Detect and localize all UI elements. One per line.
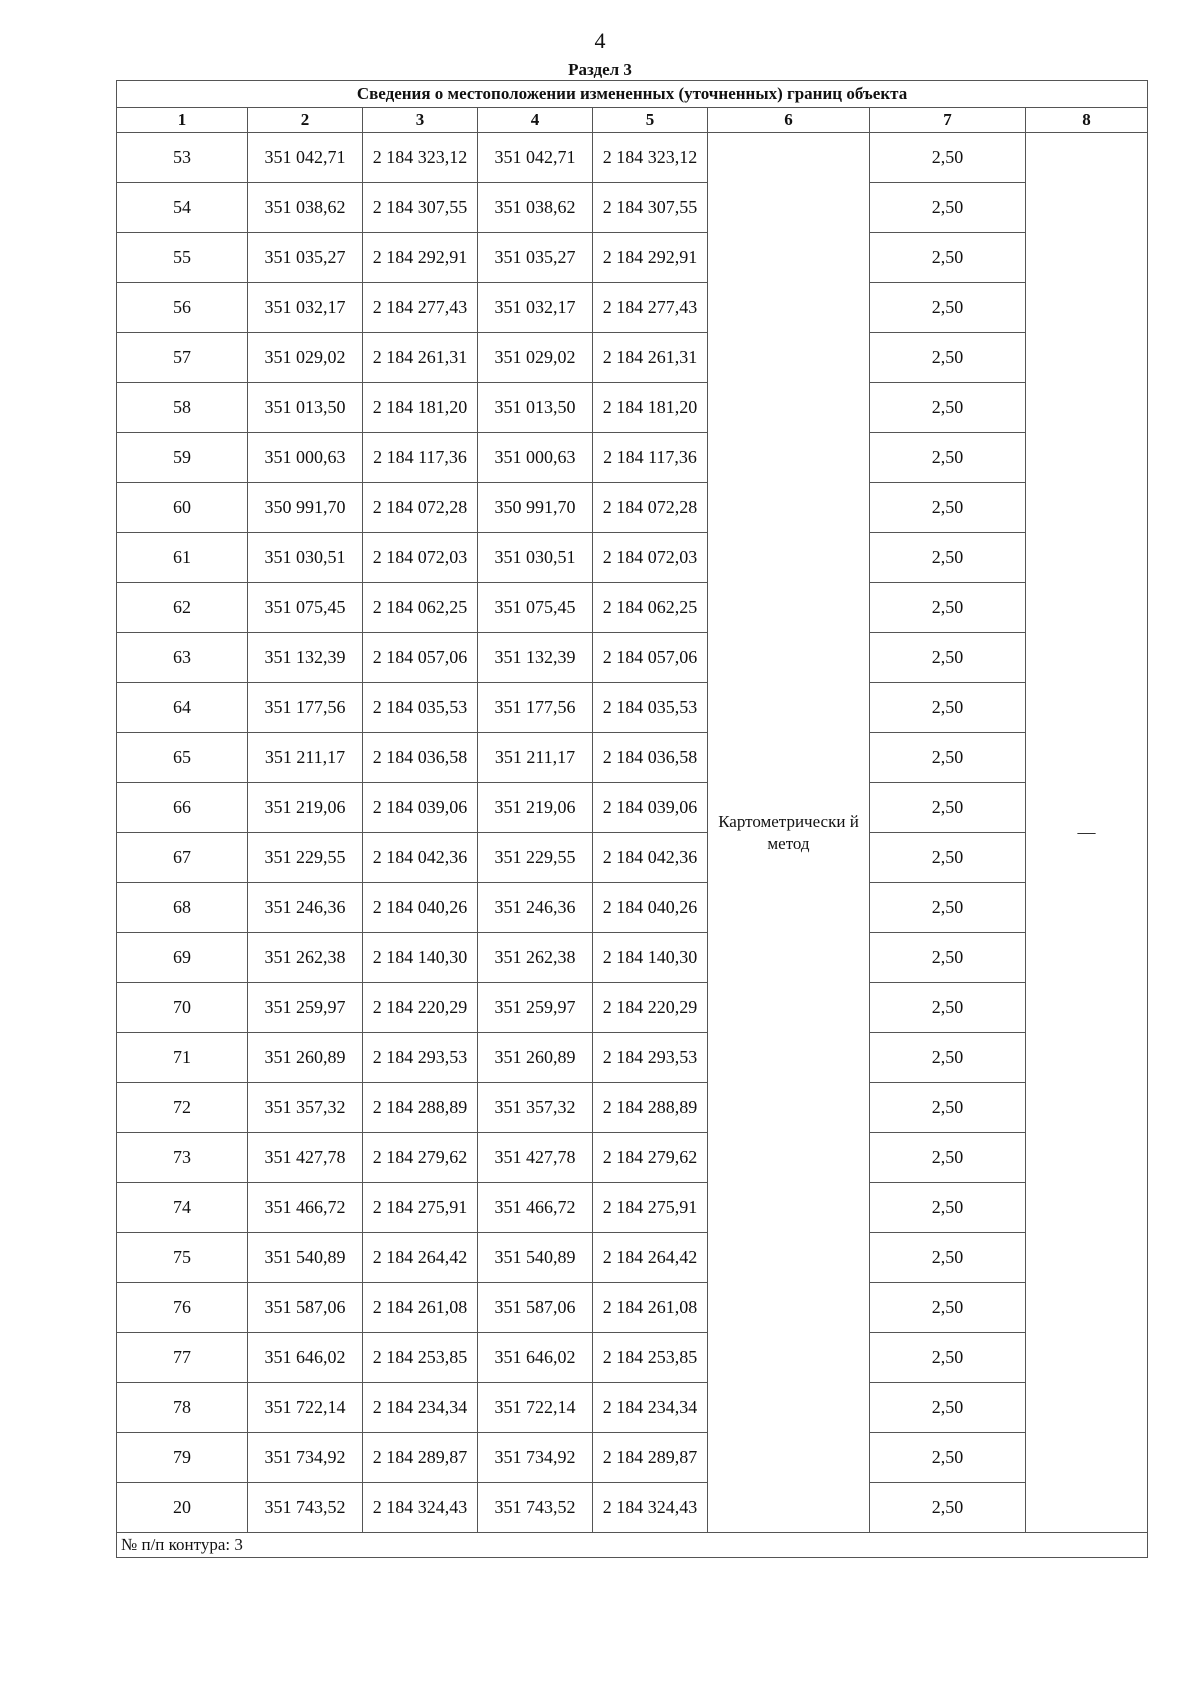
y-coordinate-new: 2 184 072,03: [593, 533, 708, 583]
accuracy-value: 2,50: [870, 183, 1026, 233]
accuracy-value: 2,50: [870, 133, 1026, 183]
table-row: [117, 1033, 1148, 1083]
x-coordinate-existing: 351 219,06: [248, 783, 363, 833]
x-coordinate-existing: 351 259,97: [248, 983, 363, 1033]
x-coordinate-existing: 351 722,14: [248, 1383, 363, 1433]
y-coordinate-new: 2 184 275,91: [593, 1183, 708, 1233]
x-coordinate-new: 351 042,71: [478, 133, 593, 183]
x-coordinate-existing: 351 734,92: [248, 1433, 363, 1483]
point-number: 76: [117, 1283, 248, 1333]
page-number: 4: [594, 28, 606, 53]
accuracy-value: 2,50: [870, 283, 1026, 333]
y-coordinate-existing: 2 184 062,25: [363, 583, 478, 633]
accuracy-value: 2,50: [870, 1483, 1026, 1533]
accuracy-value: 2,50: [870, 1133, 1026, 1183]
y-coordinate-existing: 2 184 039,06: [363, 783, 478, 833]
x-coordinate-existing: 351 177,56: [248, 683, 363, 733]
point-number: 61: [117, 533, 248, 583]
x-coordinate-existing: 351 038,62: [248, 183, 363, 233]
x-coordinate-existing: 351 262,38: [248, 933, 363, 983]
section-title: Раздел 3: [568, 60, 632, 79]
table-row: [117, 783, 1148, 833]
point-number: 65: [117, 733, 248, 783]
point-number: 74: [117, 1183, 248, 1233]
x-coordinate-existing: 351 427,78: [248, 1133, 363, 1183]
column-header: 7: [870, 108, 1026, 133]
point-number: 79: [117, 1433, 248, 1483]
point-number: 71: [117, 1033, 248, 1083]
y-coordinate-existing: 2 184 040,26: [363, 883, 478, 933]
y-coordinate-existing: 2 184 072,28: [363, 483, 478, 533]
y-coordinate-new: 2 184 140,30: [593, 933, 708, 983]
y-coordinate-new: 2 184 039,06: [593, 783, 708, 833]
x-coordinate-new: 351 587,06: [478, 1283, 593, 1333]
x-coordinate-existing: 351 211,17: [248, 733, 363, 783]
y-coordinate-existing: 2 184 277,43: [363, 283, 478, 333]
x-coordinate-existing: 351 035,27: [248, 233, 363, 283]
y-coordinate-existing: 2 184 253,85: [363, 1333, 478, 1383]
y-coordinate-existing: 2 184 234,34: [363, 1383, 478, 1433]
accuracy-value: 2,50: [870, 833, 1026, 883]
accuracy-value: 2,50: [870, 1383, 1026, 1433]
x-coordinate-existing: 351 075,45: [248, 583, 363, 633]
table-row: [117, 633, 1148, 683]
y-coordinate-existing: 2 184 289,87: [363, 1433, 478, 1483]
y-coordinate-existing: 2 184 140,30: [363, 933, 478, 983]
accuracy-value: 2,50: [870, 1283, 1026, 1333]
point-number: 58: [117, 383, 248, 433]
x-coordinate-existing: 351 540,89: [248, 1233, 363, 1283]
table-row: [117, 1383, 1148, 1433]
y-coordinate-new: 2 184 040,26: [593, 883, 708, 933]
point-number: 67: [117, 833, 248, 883]
y-coordinate-new: 2 184 035,53: [593, 683, 708, 733]
point-number: 64: [117, 683, 248, 733]
point-number: 59: [117, 433, 248, 483]
x-coordinate-new: 351 734,92: [478, 1433, 593, 1483]
accuracy-value: 2,50: [870, 1033, 1026, 1083]
y-coordinate-new: 2 184 072,28: [593, 483, 708, 533]
table-row: [117, 983, 1148, 1033]
point-number: 75: [117, 1233, 248, 1283]
y-coordinate-new: 2 184 323,12: [593, 133, 708, 183]
y-coordinate-new: 2 184 261,08: [593, 1283, 708, 1333]
y-coordinate-existing: 2 184 288,89: [363, 1083, 478, 1133]
y-coordinate-existing: 2 184 261,31: [363, 333, 478, 383]
column-header: 1: [117, 108, 248, 133]
x-coordinate-new: 351 427,78: [478, 1133, 593, 1183]
table-row: [117, 233, 1148, 283]
point-number: 70: [117, 983, 248, 1033]
table-row: [117, 133, 1148, 183]
y-coordinate-new: 2 184 036,58: [593, 733, 708, 783]
coordinates-table: [116, 80, 1148, 1558]
y-coordinate-existing: 2 184 181,20: [363, 383, 478, 433]
column-header: 2: [248, 108, 363, 133]
x-coordinate-new: 351 030,51: [478, 533, 593, 583]
accuracy-value: 2,50: [870, 1333, 1026, 1383]
point-number: 56: [117, 283, 248, 333]
x-coordinate-existing: 351 229,55: [248, 833, 363, 883]
y-coordinate-new: 2 184 307,55: [593, 183, 708, 233]
y-coordinate-existing: 2 184 035,53: [363, 683, 478, 733]
table-row: [117, 283, 1148, 333]
x-coordinate-new: 351 229,55: [478, 833, 593, 883]
point-number: 63: [117, 633, 248, 683]
point-number: 20: [117, 1483, 248, 1533]
table-row: [117, 733, 1148, 783]
y-coordinate-existing: 2 184 307,55: [363, 183, 478, 233]
table-row: [117, 1283, 1148, 1333]
accuracy-value: 2,50: [870, 1433, 1026, 1483]
column-header: 8: [1026, 108, 1148, 133]
accuracy-value: 2,50: [870, 533, 1026, 583]
y-coordinate-new: 2 184 253,85: [593, 1333, 708, 1383]
x-coordinate-existing: 351 357,32: [248, 1083, 363, 1133]
y-coordinate-new: 2 184 117,36: [593, 433, 708, 483]
x-coordinate-existing: 351 743,52: [248, 1483, 363, 1533]
accuracy-value: 2,50: [870, 1183, 1026, 1233]
y-coordinate-existing: 2 184 275,91: [363, 1183, 478, 1233]
x-coordinate-existing: 351 000,63: [248, 433, 363, 483]
column-header: 6: [708, 108, 870, 133]
y-coordinate-existing: 2 184 292,91: [363, 233, 478, 283]
column-header: 3: [363, 108, 478, 133]
x-coordinate-new: 351 722,14: [478, 1383, 593, 1433]
table-row: [117, 583, 1148, 633]
y-coordinate-new: 2 184 264,42: [593, 1233, 708, 1283]
table-row: [117, 1133, 1148, 1183]
point-number: 54: [117, 183, 248, 233]
accuracy-value: 2,50: [870, 633, 1026, 683]
column-header-row: [117, 108, 1148, 133]
method-cell: Картометрически й метод: [708, 133, 870, 1533]
x-coordinate-new: 351 262,38: [478, 933, 593, 983]
x-coordinate-existing: 350 991,70: [248, 483, 363, 533]
point-number: 66: [117, 783, 248, 833]
point-number: 55: [117, 233, 248, 283]
x-coordinate-new: 351 646,02: [478, 1333, 593, 1383]
y-coordinate-new: 2 184 181,20: [593, 383, 708, 433]
point-number: 69: [117, 933, 248, 983]
point-number: 57: [117, 333, 248, 383]
accuracy-value: 2,50: [870, 883, 1026, 933]
y-coordinate-new: 2 184 057,06: [593, 633, 708, 683]
y-coordinate-existing: 2 184 220,29: [363, 983, 478, 1033]
x-coordinate-existing: 351 587,06: [248, 1283, 363, 1333]
point-number: 68: [117, 883, 248, 933]
y-coordinate-existing: 2 184 324,43: [363, 1483, 478, 1533]
accuracy-value: 2,50: [870, 783, 1026, 833]
x-coordinate-new: 351 013,50: [478, 383, 593, 433]
table-row: [117, 1083, 1148, 1133]
x-coordinate-new: 351 219,06: [478, 783, 593, 833]
x-coordinate-new: 350 991,70: [478, 483, 593, 533]
table-row: [117, 183, 1148, 233]
y-coordinate-new: 2 184 279,62: [593, 1133, 708, 1183]
contour-number: № п/п контура: 3: [117, 1533, 1148, 1558]
table-row: [117, 333, 1148, 383]
accuracy-value: 2,50: [870, 683, 1026, 733]
x-coordinate-existing: 351 032,17: [248, 283, 363, 333]
y-coordinate-existing: 2 184 072,03: [363, 533, 478, 583]
y-coordinate-new: 2 184 220,29: [593, 983, 708, 1033]
table-row: [117, 683, 1148, 733]
table-row: [117, 433, 1148, 483]
table-row: [117, 483, 1148, 533]
column-header: 5: [593, 108, 708, 133]
x-coordinate-new: 351 259,97: [478, 983, 593, 1033]
x-coordinate-existing: 351 013,50: [248, 383, 363, 433]
table-row: [117, 383, 1148, 433]
x-coordinate-new: 351 540,89: [478, 1233, 593, 1283]
y-coordinate-existing: 2 184 261,08: [363, 1283, 478, 1333]
y-coordinate-existing: 2 184 323,12: [363, 133, 478, 183]
accuracy-value: 2,50: [870, 1233, 1026, 1283]
x-coordinate-new: 351 075,45: [478, 583, 593, 633]
x-coordinate-new: 351 466,72: [478, 1183, 593, 1233]
accuracy-value: 2,50: [870, 483, 1026, 533]
x-coordinate-new: 351 035,27: [478, 233, 593, 283]
accuracy-value: 2,50: [870, 383, 1026, 433]
y-coordinate-new: 2 184 293,53: [593, 1033, 708, 1083]
accuracy-value: 2,50: [870, 583, 1026, 633]
accuracy-value: 2,50: [870, 233, 1026, 283]
table-row: [117, 533, 1148, 583]
point-number: 62: [117, 583, 248, 633]
y-coordinate-new: 2 184 042,36: [593, 833, 708, 883]
point-number: 53: [117, 133, 248, 183]
x-coordinate-new: 351 000,63: [478, 433, 593, 483]
accuracy-value: 2,50: [870, 433, 1026, 483]
x-coordinate-new: 351 743,52: [478, 1483, 593, 1533]
table-row: [117, 1433, 1148, 1483]
x-coordinate-existing: 351 260,89: [248, 1033, 363, 1083]
accuracy-value: 2,50: [870, 983, 1026, 1033]
point-number: 60: [117, 483, 248, 533]
y-coordinate-new: 2 184 288,89: [593, 1083, 708, 1133]
y-coordinate-new: 2 184 261,31: [593, 333, 708, 383]
x-coordinate-existing: 351 646,02: [248, 1333, 363, 1383]
table-row: [117, 1333, 1148, 1383]
table-row: [117, 1183, 1148, 1233]
point-number: 72: [117, 1083, 248, 1133]
point-number: 77: [117, 1333, 248, 1383]
x-coordinate-new: 351 260,89: [478, 1033, 593, 1083]
x-coordinate-existing: 351 030,51: [248, 533, 363, 583]
x-coordinate-new: 351 029,02: [478, 333, 593, 383]
y-coordinate-existing: 2 184 279,62: [363, 1133, 478, 1183]
accuracy-value: 2,50: [870, 933, 1026, 983]
table-row: [117, 933, 1148, 983]
x-coordinate-new: 351 246,36: [478, 883, 593, 933]
note-cell: —: [1026, 133, 1148, 1533]
y-coordinate-new: 2 184 277,43: [593, 283, 708, 333]
y-coordinate-new: 2 184 324,43: [593, 1483, 708, 1533]
table-body: [117, 133, 1148, 1533]
x-coordinate-new: 351 132,39: [478, 633, 593, 683]
x-coordinate-new: 351 211,17: [478, 733, 593, 783]
x-coordinate-existing: 351 042,71: [248, 133, 363, 183]
y-coordinate-existing: 2 184 042,36: [363, 833, 478, 883]
accuracy-value: 2,50: [870, 733, 1026, 783]
y-coordinate-existing: 2 184 264,42: [363, 1233, 478, 1283]
column-header: 4: [478, 108, 593, 133]
point-number: 73: [117, 1133, 248, 1183]
x-coordinate-existing: 351 466,72: [248, 1183, 363, 1233]
x-coordinate-existing: 351 132,39: [248, 633, 363, 683]
accuracy-value: 2,50: [870, 1083, 1026, 1133]
y-coordinate-existing: 2 184 117,36: [363, 433, 478, 483]
table-row: [117, 1233, 1148, 1283]
accuracy-value: 2,50: [870, 333, 1026, 383]
table-row: [117, 883, 1148, 933]
y-coordinate-new: 2 184 292,91: [593, 233, 708, 283]
table-caption: Сведения о местоположении измененных (уточненных) границ объекта: [117, 81, 1148, 108]
y-coordinate-new: 2 184 062,25: [593, 583, 708, 633]
x-coordinate-existing: 351 029,02: [248, 333, 363, 383]
y-coordinate-existing: 2 184 057,06: [363, 633, 478, 683]
x-coordinate-new: 351 032,17: [478, 283, 593, 333]
y-coordinate-existing: 2 184 036,58: [363, 733, 478, 783]
y-coordinate-new: 2 184 234,34: [593, 1383, 708, 1433]
x-coordinate-existing: 351 246,36: [248, 883, 363, 933]
x-coordinate-new: 351 038,62: [478, 183, 593, 233]
x-coordinate-new: 351 357,32: [478, 1083, 593, 1133]
y-coordinate-new: 2 184 289,87: [593, 1433, 708, 1483]
table-row: [117, 1483, 1148, 1533]
point-number: 78: [117, 1383, 248, 1433]
y-coordinate-existing: 2 184 293,53: [363, 1033, 478, 1083]
table-row: [117, 833, 1148, 883]
x-coordinate-new: 351 177,56: [478, 683, 593, 733]
